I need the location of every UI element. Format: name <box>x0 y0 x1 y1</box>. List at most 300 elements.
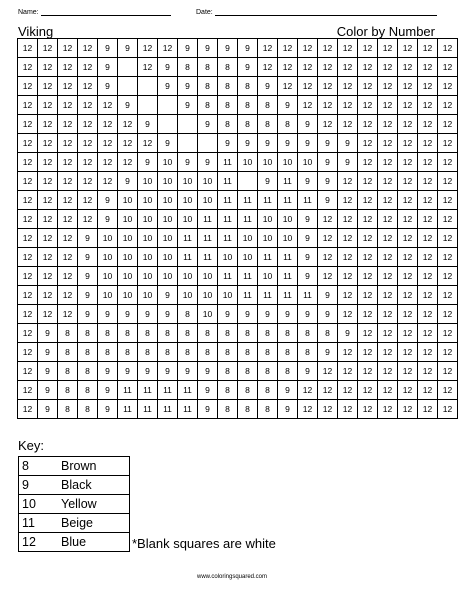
grid-cell: 12 <box>418 229 438 248</box>
grid-cell: 8 <box>218 381 238 400</box>
grid-row <box>18 286 458 305</box>
grid-cell: 9 <box>118 96 138 115</box>
grid-cell: 10 <box>218 248 238 267</box>
grid-cell: 9 <box>178 96 198 115</box>
grid-cell: 12 <box>438 248 458 267</box>
grid-cell: 8 <box>218 77 238 96</box>
grid-cell: 10 <box>278 210 298 229</box>
grid-cell: 9 <box>218 39 238 58</box>
grid-cell: 8 <box>218 343 238 362</box>
grid-cell: 11 <box>278 267 298 286</box>
grid-cell: 12 <box>18 267 38 286</box>
grid-cell: 12 <box>358 96 378 115</box>
grid-cell: 8 <box>258 362 278 381</box>
grid-cell: 12 <box>418 362 438 381</box>
grid-row <box>18 191 458 210</box>
grid-cell: 9 <box>98 210 118 229</box>
grid-cell: 12 <box>378 248 398 267</box>
grid-cell: 12 <box>78 134 98 153</box>
grid-cell: 12 <box>38 191 58 210</box>
grid-cell: 12 <box>258 58 278 77</box>
grid-cell: 9 <box>78 267 98 286</box>
grid-cell: 12 <box>398 343 418 362</box>
grid-cell: 8 <box>58 381 78 400</box>
grid-cell: 8 <box>258 96 278 115</box>
grid-row <box>18 229 458 248</box>
grid-cell: 9 <box>158 305 178 324</box>
grid-cell: 12 <box>358 362 378 381</box>
grid-cell: 12 <box>438 172 458 191</box>
grid-cell: 8 <box>98 343 118 362</box>
grid-cell: 10 <box>158 153 178 172</box>
grid-cell: 12 <box>78 77 98 96</box>
grid-cell: 12 <box>358 115 378 134</box>
grid-cell: 12 <box>318 96 338 115</box>
footer-url: www.coloringsquared.com <box>196 574 268 580</box>
grid-cell: 12 <box>18 172 38 191</box>
grid-cell: 8 <box>138 343 158 362</box>
grid-cell: 12 <box>378 115 398 134</box>
grid-cell: 9 <box>38 324 58 343</box>
grid-cell: 11 <box>218 153 238 172</box>
key-number: 8 <box>19 457 59 476</box>
grid-cell: 12 <box>38 134 58 153</box>
grid-cell: 12 <box>318 210 338 229</box>
grid-cell: 12 <box>338 229 358 248</box>
grid-cell: 12 <box>58 172 78 191</box>
grid-cell: 8 <box>218 58 238 77</box>
grid-cell: 9 <box>98 305 118 324</box>
name-line <box>41 8 171 16</box>
grid-cell: 12 <box>398 248 418 267</box>
grid-cell: 9 <box>318 286 338 305</box>
grid-cell: 12 <box>318 248 338 267</box>
grid-cell: 9 <box>298 362 318 381</box>
grid-cell: 12 <box>58 96 78 115</box>
grid-cell: 11 <box>178 248 198 267</box>
grid-cell: 9 <box>198 115 218 134</box>
key-number: 9 <box>19 476 59 495</box>
grid-cell: 9 <box>158 286 178 305</box>
grid-cell: 10 <box>158 191 178 210</box>
grid-cell: 9 <box>198 400 218 419</box>
grid-cell: 12 <box>298 58 318 77</box>
grid-cell: 9 <box>318 191 338 210</box>
grid-cell: 12 <box>38 153 58 172</box>
grid-cell: 9 <box>158 58 178 77</box>
grid-cell: 12 <box>398 381 418 400</box>
grid-cell: 12 <box>378 77 398 96</box>
grid-cell: 8 <box>238 362 258 381</box>
grid-cell: 12 <box>418 286 438 305</box>
grid-cell: 12 <box>398 96 418 115</box>
grid-cell: 12 <box>18 381 38 400</box>
grid-cell: 10 <box>238 229 258 248</box>
key-number: 10 <box>19 495 59 514</box>
grid-cell: 12 <box>378 343 398 362</box>
grid-cell: 12 <box>338 39 358 58</box>
key-color-name: Beige <box>58 514 130 533</box>
grid-cell <box>118 77 138 96</box>
grid-cell: 10 <box>158 267 178 286</box>
grid-cell: 12 <box>438 324 458 343</box>
grid-cell: 8 <box>238 324 258 343</box>
grid-cell: 12 <box>358 210 378 229</box>
grid-cell: 12 <box>258 39 278 58</box>
grid-cell: 9 <box>318 343 338 362</box>
grid-cell: 12 <box>38 248 58 267</box>
grid-cell: 11 <box>178 400 198 419</box>
grid-cell: 8 <box>258 381 278 400</box>
grid-cell: 12 <box>378 172 398 191</box>
grid-cell: 8 <box>198 77 218 96</box>
grid-cell: 9 <box>118 39 138 58</box>
grid-cell: 12 <box>58 267 78 286</box>
grid-cell: 11 <box>238 210 258 229</box>
grid-cell: 9 <box>98 77 118 96</box>
grid-cell: 12 <box>18 96 38 115</box>
grid-cell: 10 <box>258 229 278 248</box>
grid-cell: 12 <box>58 153 78 172</box>
grid-cell <box>158 115 178 134</box>
grid-cell: 9 <box>78 286 98 305</box>
grid-cell: 11 <box>218 267 238 286</box>
grid-cell: 9 <box>98 381 118 400</box>
grid-cell: 9 <box>218 305 238 324</box>
grid-cell: 12 <box>398 400 418 419</box>
grid-cell: 9 <box>298 134 318 153</box>
grid-cell: 8 <box>58 362 78 381</box>
grid-cell: 12 <box>378 400 398 419</box>
grid-row <box>18 400 458 419</box>
grid-cell: 12 <box>38 229 58 248</box>
grid-cell: 12 <box>78 172 98 191</box>
grid-cell: 12 <box>398 362 418 381</box>
grid-cell: 12 <box>438 191 458 210</box>
grid-cell: 11 <box>198 229 218 248</box>
grid-cell: 12 <box>98 115 118 134</box>
grid-row <box>18 210 458 229</box>
grid-cell: 12 <box>438 153 458 172</box>
grid-cell <box>198 134 218 153</box>
grid-cell: 8 <box>78 324 98 343</box>
grid-cell: 9 <box>298 305 318 324</box>
key-row <box>19 514 130 533</box>
grid-cell: 12 <box>338 58 358 77</box>
grid-cell: 12 <box>398 58 418 77</box>
grid-cell: 9 <box>138 362 158 381</box>
grid-cell: 8 <box>118 324 138 343</box>
grid-cell: 12 <box>18 77 38 96</box>
grid-cell: 8 <box>58 400 78 419</box>
grid-cell: 10 <box>158 229 178 248</box>
grid-cell: 12 <box>358 58 378 77</box>
grid-cell: 12 <box>58 286 78 305</box>
grid-cell: 12 <box>278 77 298 96</box>
grid-cell: 9 <box>278 381 298 400</box>
grid-cell: 9 <box>38 343 58 362</box>
grid-cell: 12 <box>38 305 58 324</box>
grid-cell: 10 <box>118 267 138 286</box>
grid-cell: 11 <box>298 286 318 305</box>
grid-cell: 12 <box>78 153 98 172</box>
grid-cell: 12 <box>58 210 78 229</box>
grid-cell: 12 <box>418 153 438 172</box>
grid-cell: 8 <box>178 305 198 324</box>
grid-cell <box>138 77 158 96</box>
grid-cell: 12 <box>318 115 338 134</box>
grid-cell: 12 <box>398 267 418 286</box>
grid-cell: 11 <box>238 267 258 286</box>
grid-cell: 12 <box>418 191 438 210</box>
grid-cell: 9 <box>38 381 58 400</box>
key-number: 11 <box>19 514 59 533</box>
date-field[interactable] <box>196 8 437 16</box>
grid-cell: 12 <box>378 229 398 248</box>
grid-cell: 9 <box>318 172 338 191</box>
grid-cell: 12 <box>18 229 38 248</box>
grid-cell: 12 <box>338 115 358 134</box>
grid-cell: 12 <box>378 39 398 58</box>
grid-cell: 12 <box>38 77 58 96</box>
grid-cell: 12 <box>318 381 338 400</box>
grid-cell: 12 <box>318 362 338 381</box>
grid-cell: 12 <box>318 229 338 248</box>
grid-cell: 10 <box>158 172 178 191</box>
grid-cell: 12 <box>338 343 358 362</box>
grid-cell: 12 <box>418 115 438 134</box>
grid-cell: 8 <box>238 343 258 362</box>
date-label: Date: <box>196 9 213 16</box>
grid-cell: 12 <box>358 305 378 324</box>
grid-cell: 8 <box>258 400 278 419</box>
grid-cell: 8 <box>78 400 98 419</box>
grid-cell: 9 <box>278 305 298 324</box>
grid-cell: 12 <box>398 305 418 324</box>
grid-cell: 11 <box>218 229 238 248</box>
grid-cell: 12 <box>98 172 118 191</box>
grid-cell: 12 <box>438 229 458 248</box>
grid-cell: 12 <box>418 77 438 96</box>
grid-cell: 12 <box>378 286 398 305</box>
grid-row <box>18 324 458 343</box>
grid-cell: 9 <box>38 400 58 419</box>
grid-cell: 10 <box>158 248 178 267</box>
grid-cell: 12 <box>398 39 418 58</box>
grid-cell: 12 <box>438 58 458 77</box>
grid-cell: 10 <box>218 286 238 305</box>
grid-cell: 12 <box>18 58 38 77</box>
grid-cell: 12 <box>338 96 358 115</box>
grid-cell: 9 <box>278 96 298 115</box>
grid-cell: 10 <box>98 248 118 267</box>
grid-cell: 12 <box>18 134 38 153</box>
grid-cell: 8 <box>178 324 198 343</box>
grid-cell: 10 <box>118 248 138 267</box>
grid-row <box>18 96 458 115</box>
grid-cell: 9 <box>298 210 318 229</box>
grid-cell: 12 <box>398 229 418 248</box>
grid-cell: 12 <box>398 134 418 153</box>
color-key-table <box>18 456 130 552</box>
grid-cell: 8 <box>258 343 278 362</box>
grid-cell: 11 <box>218 210 238 229</box>
grid-cell: 12 <box>438 115 458 134</box>
grid-row <box>18 39 458 58</box>
grid-cell: 12 <box>438 305 458 324</box>
key-row <box>19 476 130 495</box>
grid-cell: 10 <box>258 267 278 286</box>
grid-cell: 12 <box>418 324 438 343</box>
grid-cell: 10 <box>198 267 218 286</box>
grid-cell <box>118 58 138 77</box>
grid-cell: 12 <box>58 229 78 248</box>
grid-cell: 12 <box>58 248 78 267</box>
grid-cell: 12 <box>318 39 338 58</box>
grid-cell: 12 <box>58 77 78 96</box>
grid-cell: 12 <box>418 343 438 362</box>
grid-cell: 8 <box>78 343 98 362</box>
grid-cell: 10 <box>138 229 158 248</box>
grid-cell: 12 <box>358 191 378 210</box>
grid-cell: 9 <box>138 115 158 134</box>
grid-row <box>18 172 458 191</box>
color-by-number-grid <box>17 38 458 419</box>
blank-squares-note: *Blank squares are white <box>132 536 276 551</box>
grid-cell: 10 <box>118 210 138 229</box>
grid-cell: 12 <box>378 305 398 324</box>
grid-cell: 9 <box>178 77 198 96</box>
grid-cell: 9 <box>158 77 178 96</box>
grid-cell: 12 <box>338 210 358 229</box>
grid-cell: 12 <box>358 324 378 343</box>
grid-cell: 8 <box>178 58 198 77</box>
grid-cell: 11 <box>138 400 158 419</box>
grid-cell: 9 <box>118 305 138 324</box>
grid-cell: 12 <box>378 96 398 115</box>
key-label: Key: <box>18 438 45 453</box>
grid-cell: 10 <box>278 153 298 172</box>
grid-cell: 12 <box>358 381 378 400</box>
grid-cell: 12 <box>398 153 418 172</box>
grid-cell: 8 <box>78 362 98 381</box>
grid-cell: 8 <box>298 324 318 343</box>
grid-cell: 8 <box>238 115 258 134</box>
grid-cell: 9 <box>338 324 358 343</box>
grid-cell: 8 <box>278 115 298 134</box>
grid-cell: 9 <box>318 153 338 172</box>
grid-cell: 12 <box>58 191 78 210</box>
grid-cell: 12 <box>298 77 318 96</box>
grid-cell: 12 <box>398 210 418 229</box>
grid-cell: 10 <box>118 191 138 210</box>
grid-cell: 12 <box>58 58 78 77</box>
grid-cell: 9 <box>338 134 358 153</box>
grid-cell: 12 <box>358 77 378 96</box>
grid-cell: 12 <box>418 96 438 115</box>
grid-cell: 12 <box>418 267 438 286</box>
grid-cell: 8 <box>298 343 318 362</box>
grid-cell: 11 <box>278 172 298 191</box>
grid-cell: 12 <box>358 134 378 153</box>
grid-cell: 12 <box>378 324 398 343</box>
grid-row <box>18 77 458 96</box>
grid-cell: 12 <box>158 39 178 58</box>
grid-cell: 8 <box>218 115 238 134</box>
grid-cell: 12 <box>18 343 38 362</box>
grid-cell: 12 <box>438 362 458 381</box>
grid-cell: 12 <box>438 77 458 96</box>
grid-cell: 12 <box>378 191 398 210</box>
grid-cell: 12 <box>398 77 418 96</box>
grid-cell: 9 <box>118 172 138 191</box>
grid-cell: 8 <box>58 343 78 362</box>
grid-cell: 8 <box>178 343 198 362</box>
grid-cell: 12 <box>358 343 378 362</box>
grid-cell: 9 <box>238 134 258 153</box>
grid-cell: 12 <box>78 115 98 134</box>
grid-cell: 11 <box>198 210 218 229</box>
grid-cell: 11 <box>218 191 238 210</box>
grid-cell: 11 <box>178 229 198 248</box>
grid-cell: 8 <box>258 115 278 134</box>
grid-cell: 12 <box>438 267 458 286</box>
grid-cell: 12 <box>338 286 358 305</box>
grid-cell: 12 <box>378 153 398 172</box>
grid-cell: 9 <box>98 191 118 210</box>
grid-cell: 10 <box>198 305 218 324</box>
grid-cell: 10 <box>158 210 178 229</box>
grid-cell: 10 <box>138 191 158 210</box>
grid-cell: 9 <box>178 362 198 381</box>
grid-cell: 9 <box>198 153 218 172</box>
grid-cell: 12 <box>278 39 298 58</box>
grid-cell: 10 <box>138 267 158 286</box>
grid-cell: 12 <box>418 210 438 229</box>
grid-cell: 8 <box>238 96 258 115</box>
grid-cell: 9 <box>98 39 118 58</box>
grid-cell: 12 <box>418 134 438 153</box>
grid-cell: 12 <box>378 58 398 77</box>
grid-cell <box>138 96 158 115</box>
grid-cell: 10 <box>178 172 198 191</box>
grid-cell: 8 <box>198 343 218 362</box>
grid-cell: 12 <box>338 191 358 210</box>
grid-cell: 9 <box>78 248 98 267</box>
grid-cell: 9 <box>198 39 218 58</box>
grid-cell: 9 <box>258 305 278 324</box>
grid-cell: 9 <box>218 134 238 153</box>
grid-cell: 11 <box>178 381 198 400</box>
grid-cell: 12 <box>338 381 358 400</box>
grid-cell: 10 <box>278 229 298 248</box>
page-title: Viking <box>18 24 54 39</box>
grid-cell: 12 <box>438 39 458 58</box>
grid-cell: 10 <box>258 210 278 229</box>
grid-cell: 8 <box>238 77 258 96</box>
grid-row <box>18 115 458 134</box>
grid-cell: 11 <box>118 400 138 419</box>
name-field[interactable] <box>18 8 171 16</box>
grid-row <box>18 58 458 77</box>
grid-cell: 9 <box>158 362 178 381</box>
grid-cell: 12 <box>118 153 138 172</box>
key-row <box>19 457 130 476</box>
grid-cell: 12 <box>118 134 138 153</box>
grid-cell: 12 <box>398 115 418 134</box>
grid-cell: 9 <box>38 362 58 381</box>
grid-cell: 12 <box>438 286 458 305</box>
